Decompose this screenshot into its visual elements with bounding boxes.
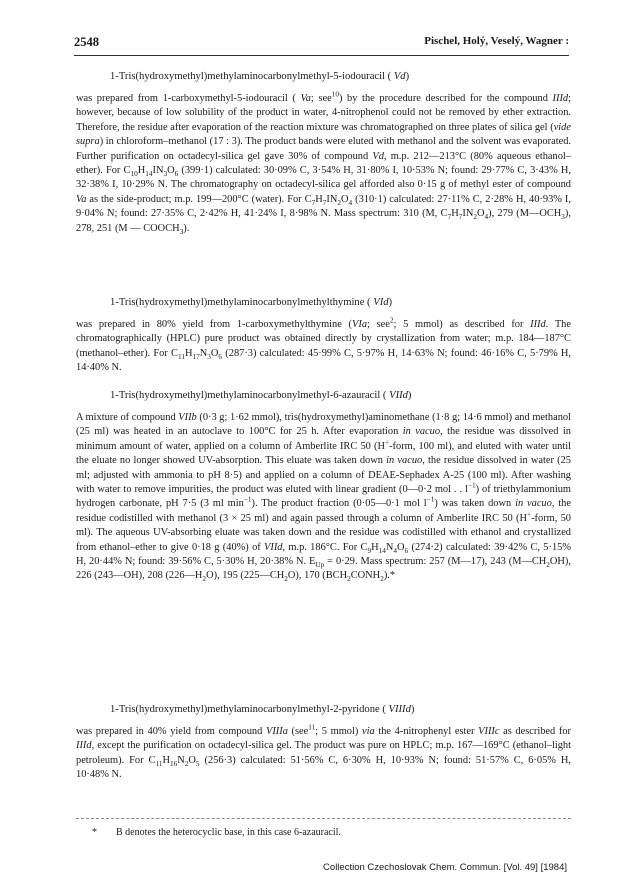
- experimental-paragraph: was prepared from 1-carboxymethyl-5-iodouracil ( Va; see$^{10}$) by the procedure described for the compound IIId; however, because of low solubility of the product in water, 4-nitrophenol could not be removed by ether extraction. Therefore, the residue after evaporation of the reaction mixture was chromatographed on three plates of silica gel (vide supra) in chloroform–methanol (17 : 3). The product bands were eluted with methanol and the solvent was evaporated. Further purification on octadecyl-silica gel gave 30% of compound Vd, m.p. 212—213°C (80% aqueous ethanol–ether). For $C_{10}H_{14}IN_3O_6$ (399·1) calculated: 30·09% C, 3·54% H, 31·80% I, 10·53% N; found: 29·77% C, 3·43% H, 32·38% I, 10·29% N. The chromatography on octadecyl-silica gel afforded also 0·15 g of methyl ester of compound Va as the side-product; m.p. 199—200°C (water). For $C_7H_7IN_2O_4$ (310·1) calculated: 27·11% C, 2·28% H, 40·93% I, 9·04% N; found: 27·35% C, 2·42% H, 41·24% I, 8·98% N. Mass spectrum: 310 (M, $C_7H_7IN_2O_4$), 279 $(M—OCH_3)$, 278, 251 (M — $COOCH_3$).: [76, 90, 572, 236]
- compound-heading: 1-Tris(hydroxymethyl)methylaminocarbonylmethyl-2-pyridone ( VIIId): [110, 704, 415, 715]
- experimental-paragraph: A mixture of compound VIIb (0·3 g; 1·62 mmol), tris(hydroxymethyl)aminomethane (1·8 g; 14·6 mmol) and methanol (25 ml) was heated in an autoclave to 100°C for 25 h. After evaporation in vacuo, the residue was dissolved in minimum amount of water, applied on a column of Amberlite IRC 50 (H+-form, 100 ml), and eluted with water until the eluate no longer showed UV-absorption. This eluate was taken down in vacuo, the residue dissolved in water (25 ml; adjusted with ammonia to pH 8·5) and applied on a column of DEAE-Sephadex A-25 (100 ml). After washing with water to remove impurities, the product was eluted with linear gradient (0—0·2 mol . . $l^{-1}$) of triethylammonium hydrogen carbonate, pH 7·5 (3 ml $\min^{-1}$). The product fraction (0·05—0·1 mol $l^{-1}$) was taken down in vacuo, the residue codistilled with methanol (3 × 25 ml) and again passed through a column of Amberlite IRC 50 (H+-form, 50 ml). The aqueous UV-absorbing eluate was taken down and the residue was codistilled with ethanol and crystallized from ethanol–ether to give 0·18 g (40%) of VIId, m.p. 186°C. For $C_9H_{14}N_4O_6$ (274·2) calculated: 39·42% C, 5·15% H, 20·44% N; found: 39·56% C, 5·30% H, 20·38% N. $E_{Up} = 0\cdot 29$. Mass spectrum: 257 (M—17), 243 $(M—CH_2OH)$, 226 (243—OH), 208 $(226—H_2O)$, 195 $(225—CH_2O)$, 170 $(BCH_2CONH_2).*$: [76, 412, 572, 584]
- section-viid: [76, 389, 571, 584]
- compound-heading: 1-Tris(hydroxymethyl)methylaminocarbonylmethyl-6-azauracil ( VIId): [110, 390, 412, 401]
- page-header: [74, 35, 569, 51]
- footnote-rule: [76, 818, 571, 819]
- page-number: 2548: [74, 35, 99, 49]
- journal-source-line: Collection Czechoslovak Chem. Commun. [Vol. 49] [1984]: [323, 862, 567, 873]
- running-head: Pischel, Holý, Veselý, Wagner :: [424, 35, 569, 47]
- experimental-paragraph: was prepared in 80% yield from 1-carboxymethylthymine (VIa; see$^2$; 5 mmol) as described for IIId. The chromatographically (HPLC) pure product was obtained directly by crystallization from water; m.p. 184—187°C (methanol–ether). For $C_{11}H_{17}N_3O_6$ (287·3) calculated: 45·99% C, 5·97% H, 14·63% N; found: 46·16% C, 5·79% H, 14·40% N.: [76, 316, 571, 374]
- footnote: [92, 827, 341, 838]
- section-vd: [76, 70, 571, 236]
- experimental-paragraph: was prepared in 40% yield from compound VIIIa (see$^{11}$; 5 mmol) via the 4-nitrophenyl ester VIIIc as described for IIId, except the purification on octadecyl-silica gel. The product was pure on HPLC; m.p. 167—169°C (ethanol–light petroleum). For $C_{11}H_{16}N_2O_5$ (256·3) calculated: 51·56% C, 6·30% H, 10·93% N; found: 51·57% C, 6·05% H, 10·48% N.: [76, 723, 571, 781]
- footnote-text: B denotes the heterocyclic base, in this case 6-azauracil.: [116, 827, 341, 838]
- compound-heading: 1-Tris(hydroxymethyl)methylaminocarbonylmethyl-5-iodouracil ( Vd): [110, 71, 410, 82]
- footnote-mark: *: [92, 827, 97, 838]
- section-viiid: [76, 703, 571, 783]
- section-vid: [76, 296, 571, 376]
- compound-heading: 1-Tris(hydroxymethyl)methylaminocarbonylmethylthymine ( VId): [110, 297, 393, 308]
- header-rule: [74, 55, 569, 56]
